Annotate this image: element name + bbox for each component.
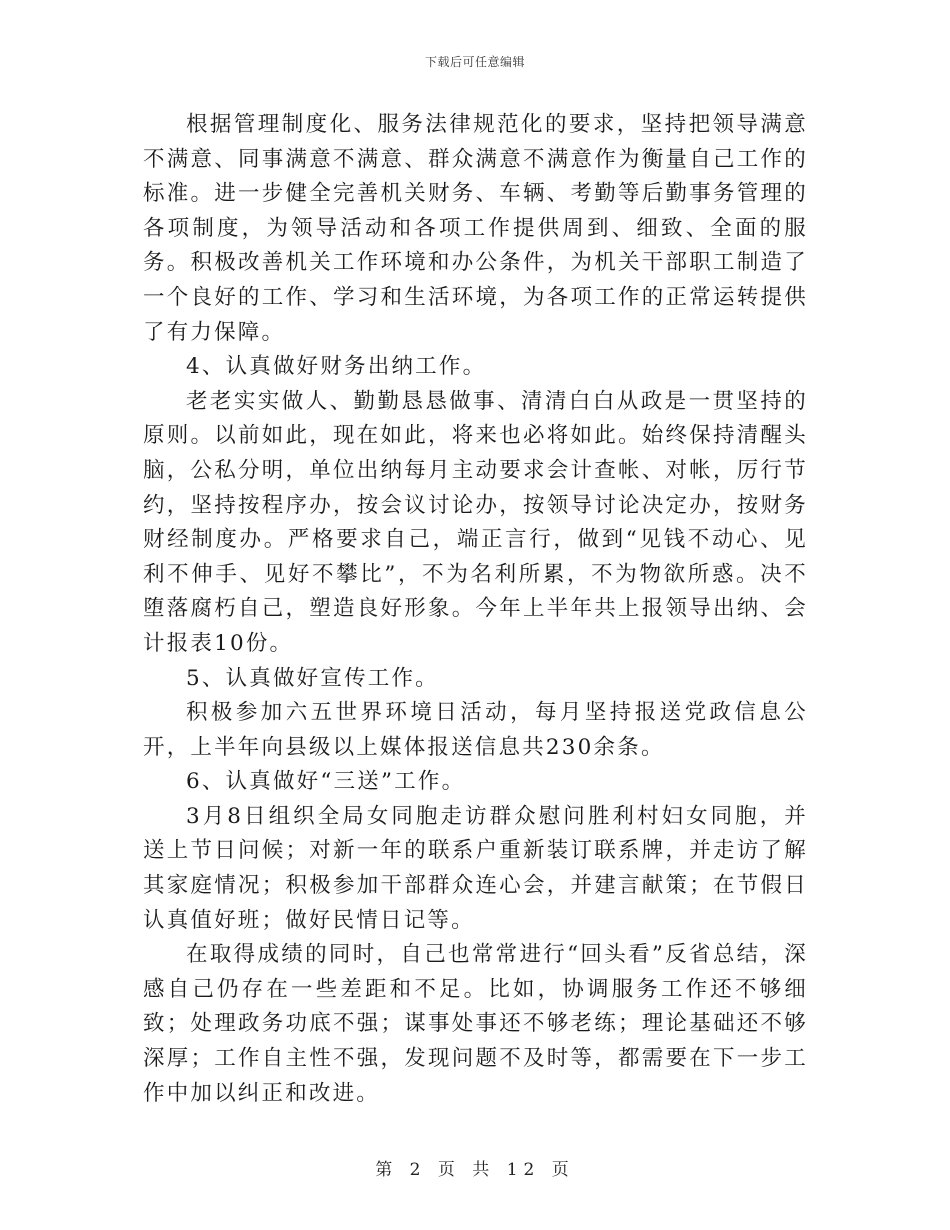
paragraph-finance-cashier: 老老实实做人、勤勤恳恳做事、清清白白从政是一贯坚持的原则。以前如此，现在如此，将来也必将如此。始终保持清醒头脑，公私分明，单位出纳每月主动要求会计查帐、对帐，厉行节约，坚持按程序办，按会议讨论办，按领导讨论决定办，按财务财经制度办。严格要求自己，端正言行，做到“见钱不动心、见利不伸手、见好不攀比”，不为名利所累，不为物欲所惑。决不堕落腐朽自己，塑造良好形象。今年上半年共上报领导出纳、会计报表10份。 <box>143 388 808 656</box>
paragraph-shortcomings: 在取得成绩的同时，自己也常常进行“回头看”反省总结，深感自己仍存在一些差距和不足。比如，协调服务工作还不够细致；处理政务功底不强；谋事处事还不够老练；理论基础还不够深厚；工作自主性不强，发现问题不及时等，都需要在下一步工作中加以纠正和改进。 <box>143 942 808 1106</box>
paragraph-three-sends: 3月8日组织全局女同胞走访群众慰问胜利村妇女同胞，并送上节日问候；对新一年的联系户重新装订联系牌，并走访了解其家庭情况；积极参加干部群众连心会，并建言献策；在节假日认真值好班；做好民情日记等。 <box>143 803 808 933</box>
paragraph-publicity: 积极参加六五世界环境日活动，每月坚持报送党政信息公开，上半年向县级以上媒体报送信息共230余条。 <box>143 700 808 760</box>
page-header-note: 下载后可任意编辑 <box>424 55 525 69</box>
document-body <box>143 108 808 1111</box>
heading-publicity: 5、认真做好宣传工作。 <box>186 665 439 691</box>
heading-three-sends: 6、认真做好“三送”工作。 <box>186 769 466 795</box>
heading-finance-cashier: 4、认真做好财务出纳工作。 <box>186 354 487 380</box>
paragraph-admin-management: 根据管理制度化、服务法律规范化的要求，坚持把领导满意不满意、同事满意不满意、群众满意不满意作为衡量自己工作的标准。进一步健全完善机关财务、车辆、考勤等后勤事务管理的各项制度，为领导活动和各项工作提供周到、细致、全面的服务。积极改善机关工作环境和办公条件，为机关干部职工制造了一个良好的工作、学习和生活环境，为各项工作的正常运转提供了有力保障。 <box>143 112 808 345</box>
page-number: 第 2 页 共 12 页 <box>375 1160 575 1180</box>
